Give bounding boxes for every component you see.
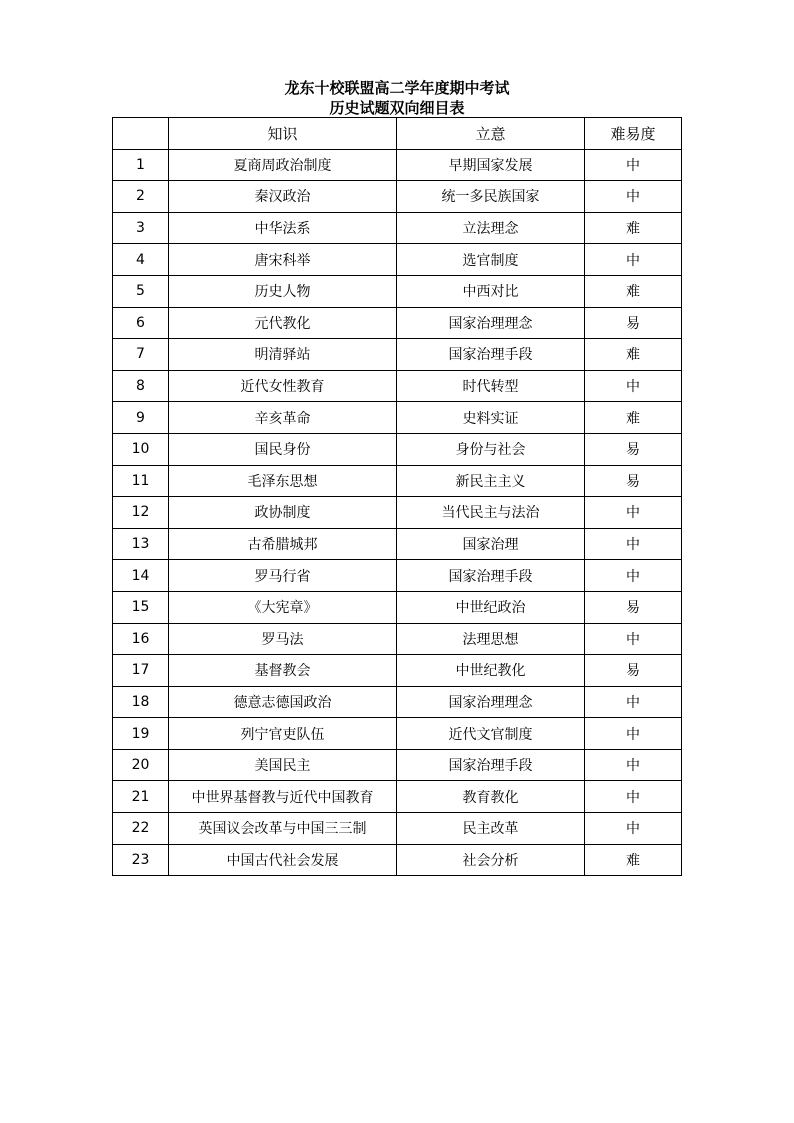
difficulty-cell: 中 — [585, 560, 682, 592]
table-row — [113, 781, 682, 813]
intent-cell: 国家治理理念 — [397, 307, 585, 339]
header-knowledge: 知识 — [169, 118, 397, 150]
header-difficulty: 难易度 — [585, 118, 682, 150]
intent-cell: 中世纪教化 — [397, 655, 585, 687]
knowledge-cell: 唐宋科举 — [169, 244, 397, 276]
row-number-cell: 18 — [113, 686, 169, 718]
row-number-cell: 3 — [113, 212, 169, 244]
row-number-cell: 21 — [113, 781, 169, 813]
difficulty-cell: 中 — [585, 181, 682, 213]
difficulty-cell: 中 — [585, 149, 682, 181]
knowledge-cell: 英国议会改革与中国三三制 — [169, 813, 397, 845]
knowledge-cell: 历史人物 — [169, 275, 397, 307]
row-number-cell: 1 — [113, 149, 169, 181]
row-number-cell: 19 — [113, 718, 169, 750]
intent-cell: 社会分析 — [397, 844, 585, 876]
table-row — [113, 497, 682, 529]
table-row — [113, 560, 682, 592]
detail-table — [112, 117, 682, 876]
intent-cell: 中西对比 — [397, 275, 585, 307]
knowledge-cell: 德意志德国政治 — [169, 686, 397, 718]
knowledge-cell: 罗马行省 — [169, 560, 397, 592]
table-row — [113, 339, 682, 371]
difficulty-cell: 中 — [585, 528, 682, 560]
row-number-cell: 14 — [113, 560, 169, 592]
knowledge-cell: 中国古代社会发展 — [169, 844, 397, 876]
difficulty-cell: 中 — [585, 370, 682, 402]
intent-cell: 当代民主与法治 — [397, 497, 585, 529]
intent-cell: 国家治理手段 — [397, 749, 585, 781]
difficulty-cell: 难 — [585, 212, 682, 244]
intent-cell: 国家治理手段 — [397, 560, 585, 592]
knowledge-cell: 《大宪章》 — [169, 591, 397, 623]
difficulty-cell: 难 — [585, 339, 682, 371]
difficulty-cell: 难 — [585, 275, 682, 307]
difficulty-cell: 中 — [585, 623, 682, 655]
intent-cell: 国家治理手段 — [397, 339, 585, 371]
table-row — [113, 528, 682, 560]
difficulty-cell: 中 — [585, 749, 682, 781]
row-number-cell: 9 — [113, 402, 169, 434]
row-number-cell: 15 — [113, 591, 169, 623]
row-number-cell: 7 — [113, 339, 169, 371]
difficulty-cell: 中 — [585, 497, 682, 529]
header-number — [113, 118, 169, 150]
row-number-cell: 17 — [113, 655, 169, 687]
row-number-cell: 13 — [113, 528, 169, 560]
intent-cell: 时代转型 — [397, 370, 585, 402]
table-row — [113, 718, 682, 750]
intent-cell: 国家治理理念 — [397, 686, 585, 718]
table-row — [113, 244, 682, 276]
row-number-cell: 20 — [113, 749, 169, 781]
difficulty-cell: 易 — [585, 307, 682, 339]
difficulty-cell: 难 — [585, 402, 682, 434]
difficulty-cell: 中 — [585, 718, 682, 750]
difficulty-cell: 难 — [585, 844, 682, 876]
intent-cell: 身份与社会 — [397, 433, 585, 465]
difficulty-cell: 中 — [585, 686, 682, 718]
table-row — [113, 402, 682, 434]
table-body — [113, 149, 682, 876]
table-header-row — [113, 118, 682, 150]
difficulty-cell: 易 — [585, 655, 682, 687]
table-row — [113, 844, 682, 876]
table-row — [113, 149, 682, 181]
difficulty-cell: 易 — [585, 433, 682, 465]
table-row — [113, 212, 682, 244]
row-number-cell: 6 — [113, 307, 169, 339]
header-intent: 立意 — [397, 118, 585, 150]
intent-cell: 中世纪政治 — [397, 591, 585, 623]
intent-cell: 史料实证 — [397, 402, 585, 434]
intent-cell: 法理思想 — [397, 623, 585, 655]
knowledge-cell: 中世界基督教与近代中国教育 — [169, 781, 397, 813]
row-number-cell: 5 — [113, 275, 169, 307]
knowledge-cell: 辛亥革命 — [169, 402, 397, 434]
table-row — [113, 307, 682, 339]
intent-cell: 民主改革 — [397, 813, 585, 845]
document-title: 龙东十校联盟高二学年度期中考试 — [284, 79, 510, 97]
table-row — [113, 181, 682, 213]
row-number-cell: 11 — [113, 465, 169, 497]
difficulty-cell: 易 — [585, 591, 682, 623]
knowledge-cell: 毛泽东思想 — [169, 465, 397, 497]
row-number-cell: 22 — [113, 813, 169, 845]
knowledge-cell: 基督教会 — [169, 655, 397, 687]
knowledge-cell: 国民身份 — [169, 433, 397, 465]
knowledge-cell: 列宁官吏队伍 — [169, 718, 397, 750]
table-row — [113, 433, 682, 465]
intent-cell: 早期国家发展 — [397, 149, 585, 181]
row-number-cell: 4 — [113, 244, 169, 276]
knowledge-cell: 中华法系 — [169, 212, 397, 244]
document-subtitle: 历史试题双向细目表 — [329, 99, 465, 117]
knowledge-cell: 夏商周政治制度 — [169, 149, 397, 181]
intent-cell: 立法理念 — [397, 212, 585, 244]
table-row — [113, 749, 682, 781]
knowledge-cell: 政协制度 — [169, 497, 397, 529]
table-row — [113, 813, 682, 845]
knowledge-cell: 明清驿站 — [169, 339, 397, 371]
knowledge-cell: 罗马法 — [169, 623, 397, 655]
intent-cell: 选官制度 — [397, 244, 585, 276]
difficulty-cell: 中 — [585, 813, 682, 845]
table-row — [113, 370, 682, 402]
row-number-cell: 12 — [113, 497, 169, 529]
intent-cell: 统一多民族国家 — [397, 181, 585, 213]
knowledge-cell: 元代教化 — [169, 307, 397, 339]
intent-cell: 新民主主义 — [397, 465, 585, 497]
row-number-cell: 23 — [113, 844, 169, 876]
knowledge-cell: 美国民主 — [169, 749, 397, 781]
intent-cell: 近代文官制度 — [397, 718, 585, 750]
row-number-cell: 16 — [113, 623, 169, 655]
row-number-cell: 2 — [113, 181, 169, 213]
table-row — [113, 623, 682, 655]
difficulty-cell: 中 — [585, 244, 682, 276]
table-row — [113, 275, 682, 307]
knowledge-cell: 近代女性教育 — [169, 370, 397, 402]
table-row — [113, 686, 682, 718]
difficulty-cell: 中 — [585, 781, 682, 813]
knowledge-cell: 秦汉政治 — [169, 181, 397, 213]
intent-cell: 教育教化 — [397, 781, 585, 813]
difficulty-cell: 易 — [585, 465, 682, 497]
table-row — [113, 655, 682, 687]
row-number-cell: 10 — [113, 433, 169, 465]
row-number-cell: 8 — [113, 370, 169, 402]
table-row — [113, 591, 682, 623]
knowledge-cell: 古希腊城邦 — [169, 528, 397, 560]
table-row — [113, 465, 682, 497]
intent-cell: 国家治理 — [397, 528, 585, 560]
